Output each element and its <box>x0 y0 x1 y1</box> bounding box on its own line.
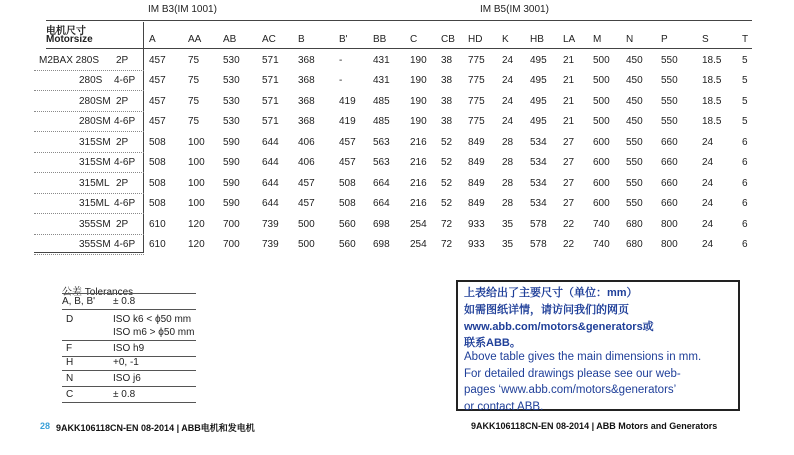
table-cell: 6 <box>742 157 748 168</box>
row-model: 280SM <box>79 116 111 127</box>
row-poles: 2P <box>116 96 129 107</box>
table-cell: 254 <box>410 239 427 250</box>
table-cell: 18.5 <box>702 96 722 107</box>
column-header: LA <box>563 34 576 45</box>
table-cell: 534 <box>530 198 547 209</box>
tolerance-value: ISO k6 < ϕ50 mm <box>113 314 192 325</box>
table-header-rule <box>46 48 752 49</box>
table-cell: 530 <box>223 55 240 66</box>
row-poles: 4-6P <box>114 75 136 86</box>
table-cell: 849 <box>468 157 485 168</box>
table-cell: 450 <box>626 116 643 127</box>
table-cell: 457 <box>298 198 315 209</box>
table-cell: 100 <box>188 198 205 209</box>
row-divider <box>34 152 144 153</box>
table-cell: 5 <box>742 55 748 66</box>
table-cell: 495 <box>530 75 547 86</box>
tolerance-rule <box>62 340 196 341</box>
page-number: 28 <box>40 421 51 431</box>
table-cell: 550 <box>626 157 643 168</box>
table-cell: 739 <box>262 219 279 230</box>
table-cell: 933 <box>468 219 485 230</box>
row-poles: 4-6P <box>114 239 136 250</box>
table-cell: 457 <box>149 96 166 107</box>
table-cell: 550 <box>626 198 643 209</box>
table-cell: 24 <box>502 116 514 127</box>
footer-right: 9AKK106118CN-EN 08-2014 | ABB Motors and Generators <box>471 421 718 431</box>
row-model: 280S <box>79 75 103 86</box>
table-cell: 500 <box>593 75 610 86</box>
tolerance-label: F <box>66 343 73 354</box>
table-cell: 406 <box>298 137 315 148</box>
row-divider <box>34 193 144 194</box>
table-cell: 534 <box>530 137 547 148</box>
row-poles: 4-6P <box>114 116 136 127</box>
motorsize-en: Motorsize <box>46 34 93 45</box>
table-cell: - <box>339 75 343 86</box>
table-cell: 419 <box>339 116 356 127</box>
footer-left: 9AKK106118CN-EN 08-2014 | ABB电机和发电机 <box>56 423 255 433</box>
table-cell: 38 <box>441 75 453 86</box>
table-cell: 190 <box>410 55 427 66</box>
table-cell: 775 <box>468 75 485 86</box>
column-header: HD <box>468 34 483 45</box>
table-cell: 849 <box>468 178 485 189</box>
notice-line: www.abb.com/motors&generators或 <box>464 321 654 333</box>
table-cell: 578 <box>530 219 547 230</box>
table-cell: 18.5 <box>702 55 722 66</box>
row-model: 315ML <box>79 198 110 209</box>
row-poles: 4-6P <box>114 157 136 168</box>
column-header: C <box>410 34 418 45</box>
table-cell: 700 <box>223 219 240 230</box>
tolerance-label: N <box>66 373 74 384</box>
table-cell: 190 <box>410 75 427 86</box>
table-cell: 457 <box>149 55 166 66</box>
table-cell: 52 <box>441 157 453 168</box>
table-cell: 5 <box>742 75 748 86</box>
table-cell: 24 <box>702 157 714 168</box>
row-divider <box>34 172 144 173</box>
table-cell: 664 <box>373 178 390 189</box>
column-header: N <box>626 34 634 45</box>
table-cell: 28 <box>502 137 514 148</box>
table-cell: 495 <box>530 116 547 127</box>
table-cell: 534 <box>530 178 547 189</box>
table-cell: 644 <box>262 157 279 168</box>
table-cell: 660 <box>661 198 678 209</box>
table-cell: 22 <box>563 219 575 230</box>
row-divider <box>34 234 144 235</box>
table-cell: 644 <box>262 198 279 209</box>
table-cell: 254 <box>410 219 427 230</box>
row-poles: 2P <box>116 219 129 230</box>
table-cell: 28 <box>502 178 514 189</box>
table-cell: 457 <box>298 178 315 189</box>
table-cell: 27 <box>563 157 575 168</box>
table-cell: 6 <box>742 239 748 250</box>
table-cell: 550 <box>626 178 643 189</box>
column-header: CB <box>441 34 455 45</box>
row-model: M2BAX 280S <box>39 55 100 66</box>
row-model: 355SM <box>79 219 111 230</box>
table-cell: 530 <box>223 75 240 86</box>
table-cell: 21 <box>563 75 575 86</box>
notice-line: 上表给出了主要尺寸（单位：mm） <box>464 287 638 299</box>
row-model: 315SM <box>79 137 111 148</box>
table-cell: 644 <box>262 137 279 148</box>
row-poles: 2P <box>116 178 129 189</box>
table-cell: 600 <box>593 178 610 189</box>
table-cell: 6 <box>742 137 748 148</box>
row-poles: 4-6P <box>114 198 136 209</box>
table-cell: 5 <box>742 96 748 107</box>
frame-label-b5: IM B5(IM 3001) <box>480 4 549 15</box>
tolerance-value: ± 0.8 <box>113 389 136 400</box>
table-cell: 508 <box>149 178 166 189</box>
table-cell: 664 <box>373 198 390 209</box>
table-cell: 18.5 <box>702 116 722 127</box>
table-cell: 52 <box>441 137 453 148</box>
table-cell: 75 <box>188 116 200 127</box>
table-cell: 508 <box>339 198 356 209</box>
table-cell: 24 <box>702 239 714 250</box>
notice-line: 如需图纸详情，请访问我们的网页 <box>464 304 629 316</box>
table-cell: 6 <box>742 219 748 230</box>
tolerance-rule <box>62 386 196 387</box>
table-cell: 500 <box>298 219 315 230</box>
table-cell: 800 <box>661 239 678 250</box>
table-cell: 680 <box>626 239 643 250</box>
table-cell: 28 <box>502 198 514 209</box>
table-cell: 457 <box>339 137 356 148</box>
tolerance-value: ISO j6 <box>113 373 141 384</box>
table-cell: 28 <box>502 157 514 168</box>
motorsize-cn: 电机尺寸 <box>46 26 86 37</box>
notice-line: Above table gives the main dimensions in mm. <box>464 351 702 363</box>
row-poles: 2P <box>116 137 129 148</box>
table-cell: 457 <box>339 157 356 168</box>
table-cell: 368 <box>298 55 315 66</box>
notice-line: For detailed drawings please see our web- <box>464 368 681 380</box>
table-cell: 120 <box>188 239 205 250</box>
table-cell: 6 <box>742 198 748 209</box>
table-cell: 24 <box>702 198 714 209</box>
column-header: AC <box>262 34 276 45</box>
table-cell: 431 <box>373 75 390 86</box>
table-bottom-rule <box>34 252 144 253</box>
table-cell: 368 <box>298 116 315 127</box>
table-cell: 698 <box>373 219 390 230</box>
table-cell: 508 <box>149 137 166 148</box>
table-cell: 450 <box>626 55 643 66</box>
table-cell: 740 <box>593 219 610 230</box>
table-cell: 38 <box>441 116 453 127</box>
table-cell: 550 <box>626 137 643 148</box>
table-cell: 190 <box>410 96 427 107</box>
table-cell: 571 <box>262 55 279 66</box>
table-cell: 457 <box>149 75 166 86</box>
table-cell: 563 <box>373 137 390 148</box>
frame-label-b3: IM B3(IM 1001) <box>148 4 217 15</box>
table-cell: 933 <box>468 239 485 250</box>
tolerance-value: ISO m6 > ϕ50 mm <box>113 327 195 338</box>
tolerance-value: +0, -1 <box>113 357 139 368</box>
table-cell: 560 <box>339 219 356 230</box>
table-cell: 52 <box>441 198 453 209</box>
table-cell: 419 <box>339 96 356 107</box>
column-header: HB <box>530 34 544 45</box>
table-cell: 550 <box>661 116 678 127</box>
table-cell: 550 <box>661 55 678 66</box>
table-cell: 72 <box>441 219 453 230</box>
table-cell: 508 <box>339 178 356 189</box>
table-cell: 849 <box>468 198 485 209</box>
table-cell: 590 <box>223 157 240 168</box>
table-cell: 190 <box>410 116 427 127</box>
notice-line: 联系ABB。 <box>464 337 521 349</box>
table-cell: 590 <box>223 137 240 148</box>
table-cell: 660 <box>661 137 678 148</box>
table-cell: 24 <box>702 137 714 148</box>
table-cell: 740 <box>593 239 610 250</box>
table-cell: 680 <box>626 219 643 230</box>
table-cell: 21 <box>563 116 575 127</box>
table-cell: 406 <box>298 157 315 168</box>
tolerance-label: A, B, B' <box>62 296 96 307</box>
row-divider <box>34 254 144 255</box>
table-cell: 21 <box>563 96 575 107</box>
table-cell: 590 <box>223 198 240 209</box>
column-header: K <box>502 34 509 45</box>
table-cell: 775 <box>468 55 485 66</box>
table-cell: 75 <box>188 55 200 66</box>
row-model: 355SM <box>79 239 111 250</box>
column-header: B' <box>339 34 348 45</box>
tolerance-rule <box>62 293 196 294</box>
row-model: 280SM <box>79 96 111 107</box>
table-cell: 485 <box>373 116 390 127</box>
table-cell: 550 <box>661 96 678 107</box>
table-top-rule <box>46 20 752 21</box>
table-cell: 495 <box>530 55 547 66</box>
row-divider <box>34 90 144 91</box>
row-divider <box>34 131 144 132</box>
table-cell: 75 <box>188 75 200 86</box>
table-cell: 660 <box>661 178 678 189</box>
tolerance-rule <box>62 370 196 371</box>
table-cell: 22 <box>563 239 575 250</box>
table-cell: 571 <box>262 75 279 86</box>
table-cell: 500 <box>298 239 315 250</box>
table-cell: 530 <box>223 116 240 127</box>
table-cell: 216 <box>410 198 427 209</box>
table-cell: 24 <box>502 96 514 107</box>
table-cell: 21 <box>563 55 575 66</box>
table-cell: - <box>339 55 343 66</box>
table-cell: 120 <box>188 219 205 230</box>
table-cell: 35 <box>502 239 514 250</box>
table-cell: 24 <box>702 178 714 189</box>
table-cell: 698 <box>373 239 390 250</box>
column-header: T <box>742 34 749 45</box>
table-cell: 660 <box>661 157 678 168</box>
table-cell: 500 <box>593 116 610 127</box>
tolerance-value: ± 0.8 <box>113 296 136 307</box>
table-cell: 534 <box>530 157 547 168</box>
table-cell: 6 <box>742 178 748 189</box>
table-cell: 450 <box>626 96 643 107</box>
column-header: A <box>149 34 156 45</box>
table-cell: 368 <box>298 75 315 86</box>
table-cell: 495 <box>530 96 547 107</box>
table-cell: 610 <box>149 239 166 250</box>
table-cell: 600 <box>593 137 610 148</box>
table-cell: 600 <box>593 157 610 168</box>
table-cell: 27 <box>563 198 575 209</box>
table-cell: 75 <box>188 96 200 107</box>
table-cell: 100 <box>188 157 205 168</box>
column-header: M <box>593 34 602 45</box>
column-header: B <box>298 34 305 45</box>
table-cell: 24 <box>502 55 514 66</box>
table-cell: 600 <box>593 198 610 209</box>
table-cell: 5 <box>742 116 748 127</box>
row-divider <box>34 213 144 214</box>
table-cell: 700 <box>223 239 240 250</box>
table-cell: 644 <box>262 178 279 189</box>
table-cell: 216 <box>410 157 427 168</box>
table-cell: 18.5 <box>702 75 722 86</box>
table-cell: 578 <box>530 239 547 250</box>
tolerance-label: D <box>66 314 74 325</box>
table-cell: 550 <box>661 75 678 86</box>
table-cell: 52 <box>441 178 453 189</box>
table-cell: 530 <box>223 96 240 107</box>
table-cell: 563 <box>373 157 390 168</box>
table-cell: 775 <box>468 96 485 107</box>
table-cell: 775 <box>468 116 485 127</box>
table-cell: 571 <box>262 96 279 107</box>
table-cell: 216 <box>410 137 427 148</box>
table-column-divider <box>143 22 144 252</box>
table-cell: 38 <box>441 55 453 66</box>
table-cell: 24 <box>702 219 714 230</box>
table-cell: 590 <box>223 178 240 189</box>
table-cell: 560 <box>339 239 356 250</box>
table-cell: 24 <box>502 75 514 86</box>
table-cell: 849 <box>468 137 485 148</box>
table-cell: 38 <box>441 96 453 107</box>
table-cell: 610 <box>149 219 166 230</box>
table-cell: 431 <box>373 55 390 66</box>
table-cell: 100 <box>188 178 205 189</box>
row-model: 315SM <box>79 157 111 168</box>
table-cell: 500 <box>593 96 610 107</box>
tolerance-rule <box>62 309 196 310</box>
column-header: P <box>661 34 668 45</box>
row-poles: 2P <box>116 55 129 66</box>
table-cell: 457 <box>149 116 166 127</box>
table-cell: 485 <box>373 96 390 107</box>
tolerance-value: ISO h9 <box>113 343 145 354</box>
row-model: 315ML <box>79 178 110 189</box>
table-cell: 450 <box>626 75 643 86</box>
table-cell: 800 <box>661 219 678 230</box>
column-header: S <box>702 34 709 45</box>
notice-line: or contact ABB. <box>464 401 544 413</box>
tolerances-title: 公差 Tolerances <box>62 287 134 298</box>
column-header: AA <box>188 34 202 45</box>
row-divider <box>34 111 144 112</box>
table-cell: 500 <box>593 55 610 66</box>
table-cell: 35 <box>502 219 514 230</box>
table-cell: 508 <box>149 157 166 168</box>
column-header: BB <box>373 34 387 45</box>
column-header: AB <box>223 34 237 45</box>
table-cell: 368 <box>298 96 315 107</box>
tolerance-label: C <box>66 389 74 400</box>
table-cell: 508 <box>149 198 166 209</box>
table-cell: 216 <box>410 178 427 189</box>
tolerance-rule <box>62 402 196 403</box>
table-cell: 739 <box>262 239 279 250</box>
table-cell: 27 <box>563 137 575 148</box>
table-cell: 27 <box>563 178 575 189</box>
notice-line: pages ‘www.abb.com/motors&generators’ <box>464 384 677 396</box>
row-divider <box>34 70 144 71</box>
table-cell: 571 <box>262 116 279 127</box>
table-cell: 100 <box>188 137 205 148</box>
table-cell: 72 <box>441 239 453 250</box>
tolerance-label: H <box>66 357 74 368</box>
